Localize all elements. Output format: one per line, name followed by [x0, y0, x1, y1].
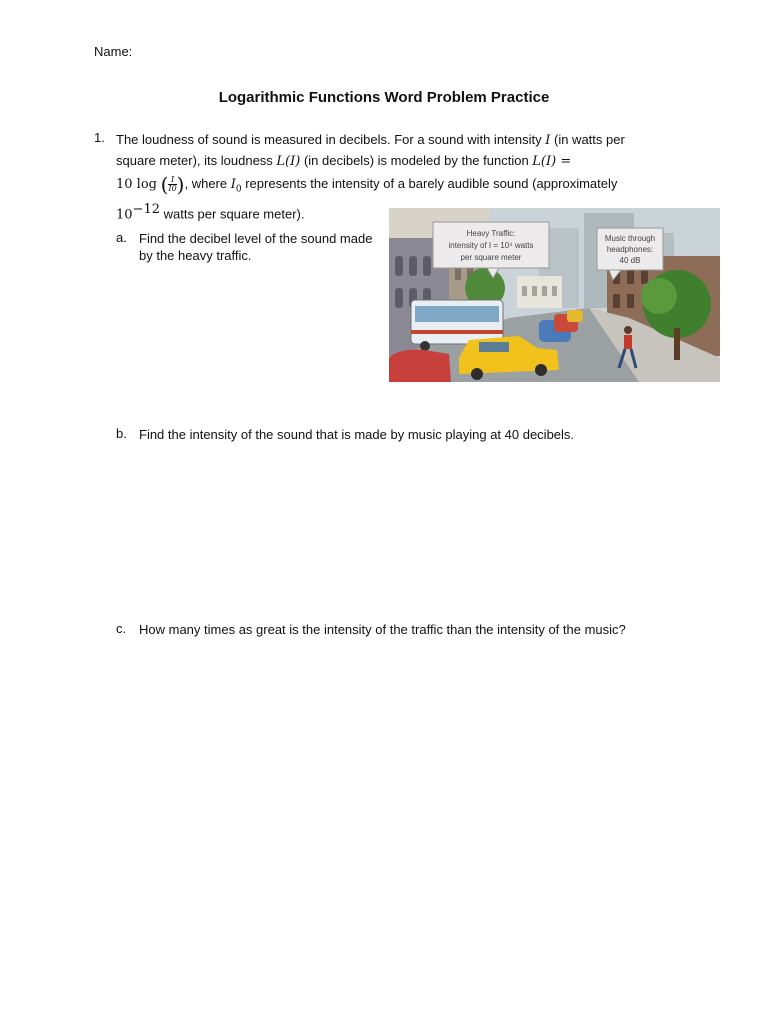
right-paren: ) — [176, 172, 185, 197]
part-c-text: How many times as great is the intensity of the traffic than the intensity of the music? — [139, 622, 626, 637]
question-line2b: (in decibels) is modeled by the function — [300, 153, 533, 168]
music-callout-line1: Music through — [604, 234, 656, 243]
intensity-fraction — [168, 176, 176, 193]
question-line3b: represents the intensity of a barely audible sound (approximately — [241, 176, 618, 191]
loudness-function-eq: L(I) = — [532, 154, 572, 169]
question-line3a: , where — [184, 176, 231, 191]
music-callout-line2: headphones: — [606, 245, 654, 254]
var-intensity: I — [545, 133, 551, 148]
question-line1: The loudness of sound is measured in decibels. For a sound with intensity — [116, 132, 546, 147]
question-line2a: square meter), its loudness — [116, 153, 277, 168]
music-callout-line3: 40 dB — [619, 256, 641, 265]
coefficient: 10 log — [116, 177, 157, 192]
traffic-callout-line1: Heavy Traffic: — [466, 229, 516, 238]
question-line1b: (in watts per — [550, 132, 625, 147]
question-number: 1. — [94, 130, 105, 145]
traffic-callout-line3: per square meter — [460, 253, 522, 262]
page-title: Logarithmic Functions Word Problem Practice — [218, 89, 550, 106]
var-i0-sub: 0 — [235, 184, 242, 195]
part-b-label: b. — [116, 426, 127, 441]
left-paren: ( — [160, 172, 169, 197]
traffic-callout-line2: intensity of I = 10⁴ watts — [448, 241, 534, 250]
name-label: Name: — [94, 44, 133, 59]
part-a-text: Find the decibel level of the sound made by the heavy traffic. — [139, 231, 373, 263]
fraction-numerator: I — [170, 175, 175, 185]
part-c-label: c. — [116, 621, 127, 636]
street-scene-illustration — [389, 208, 720, 382]
loudness-function: L(I) — [276, 154, 301, 169]
question-line4: watts per square meter). — [159, 205, 305, 221]
exponent: −12 — [132, 201, 160, 217]
part-a-label: a. — [116, 230, 127, 245]
fraction-denominator: I0 — [168, 184, 177, 194]
ten: 10 — [116, 206, 133, 222]
var-i0: I — [230, 177, 236, 192]
part-b-text: Find the intensity of the sound that is made by music playing at 40 decibels. — [139, 427, 575, 442]
